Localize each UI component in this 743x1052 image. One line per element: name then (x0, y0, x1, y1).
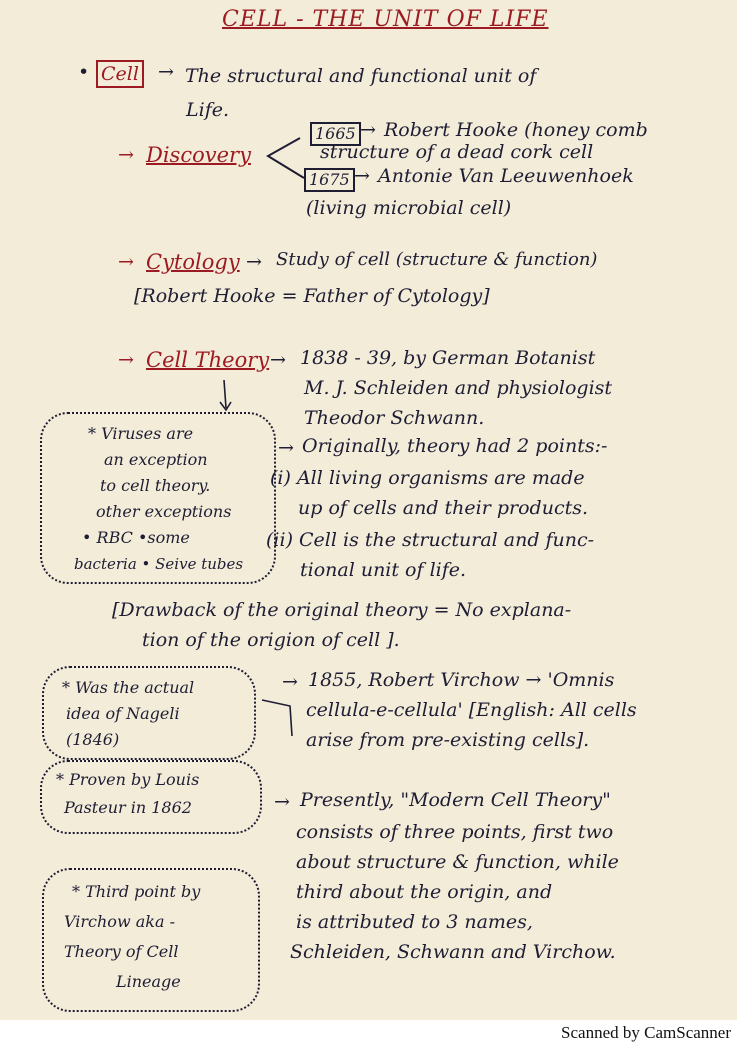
cell-theory-line-2: M. J. Schleiden and physiologist (304, 377, 613, 399)
arrow-icon: → (246, 251, 262, 273)
cell-theory-line-4: Originally, theory had 2 points:- (302, 435, 608, 457)
arrow-icon: → (360, 119, 376, 141)
arrow-icon: → (354, 165, 370, 187)
cell-term: Cell (96, 60, 144, 88)
arrow-icon: → (118, 144, 134, 166)
scanner-footer: Scanned by CamScanner (561, 1023, 731, 1042)
cytology-definition: Study of cell (structure & function) (276, 249, 598, 270)
lineage-note-line: Lineage (116, 972, 181, 991)
lineage-note-line: Theory of Cell (64, 942, 179, 961)
viruses-note-line: other exceptions (96, 502, 232, 521)
arrow-icon: → (282, 671, 298, 693)
page-title: CELL - THE UNIT OF LIFE (222, 7, 549, 32)
pasteur-note-line: Pasteur in 1862 (64, 798, 192, 817)
leeuwenhoek-discovery-cont: (living microbial cell) (306, 197, 512, 219)
cell-theory-line-7: (ii) Cell is the structural and func- (266, 529, 595, 551)
hooke-discovery-cont: structure of a dead cork cell (320, 141, 594, 163)
modern-line-1: Presently, "Modern Cell Theory" (300, 789, 611, 811)
drawback-line-1: [Drawback of the original theory = No explana- (112, 599, 572, 621)
modern-line-3: about structure & function, while (296, 851, 619, 873)
modern-line-4: third about the origin, and (296, 881, 553, 903)
nageli-note-line: (1846) (66, 730, 120, 749)
viruses-note-line: an exception (104, 450, 208, 469)
virchow-line-3: arise from pre-existing cells]. (306, 729, 590, 751)
modern-line-6: Schleiden, Schwann and Virchow. (290, 941, 616, 963)
viruses-note-line: • RBC •some (82, 528, 190, 547)
viruses-note-line: bacteria • Seive tubes (74, 555, 244, 573)
modern-line-5: is attributed to 3 names, (296, 911, 533, 933)
nageli-note-line: * Was the actual (62, 678, 195, 697)
bullet-dot: • (78, 61, 90, 83)
viruses-note-line: to cell theory. (100, 476, 211, 495)
arrow-icon: → (274, 791, 290, 813)
cell-theory-line-1: 1838 - 39, by German Botanist (300, 347, 596, 369)
lineage-note-line: Virchow aka - (64, 912, 175, 931)
discovery-label: Discovery (146, 143, 251, 167)
arrow-icon: → (118, 349, 134, 371)
cell-definition-cont: Life. (186, 99, 230, 121)
arrow-icon: → (278, 437, 294, 459)
year-1675: 1675 (304, 168, 355, 192)
virchow-line-1: 1855, Robert Virchow → 'Omnis (308, 669, 615, 691)
cell-theory-line-8: tional unit of life. (300, 559, 467, 581)
cell-theory-label: Cell Theory (146, 348, 270, 372)
modern-line-2: consists of three points, first two (296, 821, 614, 843)
arrow-icon: → (270, 349, 286, 371)
arrow-icon: → (158, 61, 174, 83)
year-1665: 1665 (310, 122, 361, 146)
cell-theory-line-6: up of cells and their products. (298, 497, 589, 519)
cell-theory-line-3: Theodor Schwann. (304, 407, 485, 429)
leeuwenhoek-discovery: Antonie Van Leeuwenhoek (378, 165, 634, 187)
hooke-discovery: Robert Hooke (honey comb (384, 119, 648, 141)
lineage-note-line: * Third point by (72, 882, 201, 901)
nageli-note-line: idea of Nageli (66, 704, 180, 723)
cell-theory-line-5: (i) All living organisms are made (270, 467, 585, 489)
cytology-note: [Robert Hooke = Father of Cytology] (134, 285, 490, 307)
viruses-note-line: * Viruses are (88, 424, 194, 443)
drawback-line-2: tion of the origion of cell ]. (142, 629, 400, 651)
pasteur-note-line: * Proven by Louis (56, 770, 200, 789)
arrow-icon: → (118, 251, 134, 273)
cell-definition: The structural and functional unit of (185, 65, 537, 87)
virchow-line-2: cellula-e-cellula' [English: All cells (306, 699, 637, 721)
cytology-label: Cytology (146, 250, 240, 274)
